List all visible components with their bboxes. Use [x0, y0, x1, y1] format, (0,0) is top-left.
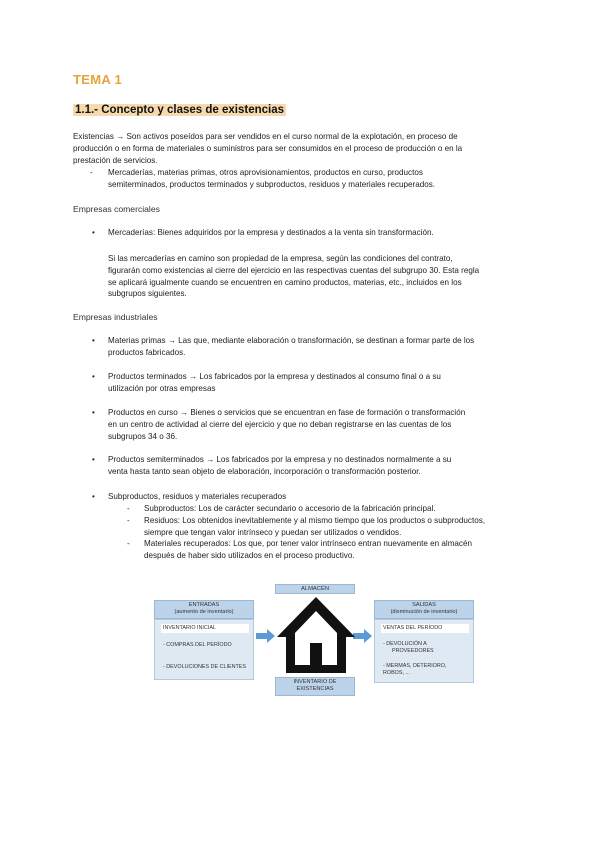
bullet-text: venta hasta tanto sean objeto de elaboración, incorporación o transformación posterior. — [108, 466, 421, 476]
intro-line: prestación de servicios. — [73, 155, 158, 165]
dash-text: Subproductos: Los de carácter secundario o accesorio de la fabricación principal. — [144, 504, 436, 513]
bullet-text: Productos terminados → Los fabricados por la empresa y destinados al consumo final o a su — [108, 372, 441, 381]
intro-paragraph — [73, 131, 543, 166]
dash-text: Materiales recuperados: Los que, por tener valor intrínseco entran nuevamente en almacén — [144, 539, 472, 549]
dash-text: siempre que tengan valor intrínseco y puedan ser utilizados o vendidos. — [144, 527, 402, 537]
arrow-right-icon — [256, 629, 276, 643]
inventory-diagram — [150, 582, 480, 702]
para-line: figurarán como existencias al cierre del ejercicio en las respectivas cuentas del subgrupo 30. Esta regla — [108, 265, 480, 275]
dash-line: semiterminados, productos terminados y subproductos, residuos y materiales recuperados. — [108, 179, 436, 189]
bullet-text: productos fabricados. — [108, 347, 186, 357]
compras-item: - COMPRAS DEL PERÍODO — [161, 641, 249, 650]
bullet-dot: • — [92, 492, 95, 501]
para-line: se aplicará igualmente cuando se encuentren en camino productos, materias, etc., incluidos en los — [108, 277, 462, 287]
dash-marker: - — [90, 168, 93, 177]
entradas-panel — [154, 619, 254, 680]
bullet-item — [92, 454, 538, 478]
dash-item — [127, 515, 544, 539]
bullet-item — [92, 335, 538, 359]
mermas-item — [381, 662, 469, 677]
dash-text: Residuos: Los obtenidos inevitablemente y al mismo tiempo que los productos o subproductos, — [144, 515, 486, 525]
bullet-text: subgrupos 34 o 36. — [108, 431, 178, 441]
almacen-label: ALMACÉN — [275, 584, 355, 594]
bullet-text: en un centro de actividad al cierre del ejercicio y que no deban registrarse en las cuentas de los — [108, 419, 452, 429]
sub-dash-list — [127, 503, 544, 562]
bullet-text: Subproductos, residuos y materiales recuperados — [108, 492, 287, 501]
industriales-heading: Empresas industriales — [73, 312, 158, 322]
item-line: - MERMAS, DETERIORO, — [383, 663, 447, 669]
bullet-item — [92, 407, 538, 442]
entradas-header — [154, 600, 254, 619]
para-line: subgrupos siguientes. — [108, 289, 187, 299]
comerciales-heading: Empresas comerciales — [73, 204, 160, 214]
item-line: - DEVOLUCIÓN A — [383, 641, 427, 647]
dash-marker: - — [127, 504, 130, 513]
bullet-item — [92, 227, 538, 239]
para-line: Si las mercaderías en camino son propiedad de la empresa, según las condiciones del contrato, — [108, 254, 453, 263]
bullet-dot: • — [92, 336, 95, 345]
salidas-panel — [374, 619, 474, 683]
dash-item — [127, 538, 544, 562]
bullet-dot: • — [92, 372, 95, 381]
entradas-title: ENTRADAS — [188, 602, 220, 608]
section-heading: 1.1.- Concepto y clases de existencias — [75, 104, 285, 116]
bullet-dot: • — [92, 408, 95, 417]
dash-text: después de haber sido utilizados en el proceso productivo. — [144, 551, 355, 561]
bullet-text: Productos en curso → Bienes o servicios que se encuentran en fase de formación o transformación — [108, 408, 466, 417]
devoluciones-clientes-item: - DEVOLUCIONES DE CLIENTES — [161, 663, 249, 672]
bullet-dot: • — [92, 228, 95, 237]
bullet-text: Productos semiterminados → Los fabricados por la empresa y no destinados normalmente a su — [108, 455, 452, 464]
devolucion-proveedores-item — [381, 640, 469, 655]
intro-line: Existencias → Son activos poseídos para ser vendidos en el curso normal de la explotación, en proceso de — [73, 132, 458, 141]
dash-marker: - — [127, 539, 130, 549]
intro-dash-item — [90, 167, 528, 191]
intro-line: producción o en forma de materiales o suministros para ser consumidos en el proceso de producción o en la — [73, 143, 463, 153]
dash-line: Mercaderías, materias primas, otros aprovisionamientos, productos en curso, productos — [108, 168, 423, 177]
item-line: PROVEEDORES — [392, 647, 434, 654]
label-line: EXISTENCIAS — [296, 686, 334, 692]
salidas-subtitle: (disminución de inventario) — [390, 609, 458, 615]
bullet-dot: • — [92, 455, 95, 464]
bullet-item — [92, 491, 538, 503]
bullet-item — [92, 371, 538, 395]
bullet-text: utilización por otras empresas — [108, 383, 216, 393]
entradas-subtitle: (aumento de inventario) — [174, 609, 234, 615]
salidas-header — [374, 600, 474, 619]
item-line: ROBOS, ... — [383, 669, 410, 676]
bullet-text: Mercaderías: Bienes adquiridos por la empresa y destinados a la venta sin transformación. — [108, 228, 434, 237]
warehouse-house-icon — [275, 595, 357, 675]
comerciales-paragraph — [108, 253, 538, 300]
dash-item — [127, 503, 544, 515]
bullet-text: Materias primas → Las que, mediante elaboración o transformación, se destinan a formar parte de los — [108, 336, 475, 345]
inventario-inicial: INVENTARIO INICIAL — [161, 624, 249, 633]
dash-marker: - — [127, 515, 130, 525]
label-line: INVENTARIO DE — [293, 679, 337, 685]
inventario-existencias-label — [275, 677, 355, 696]
salidas-title: SALIDAS — [412, 602, 436, 608]
page-title: TEMA 1 — [73, 72, 122, 87]
ventas-item: VENTAS DEL PERÍODO — [381, 624, 469, 633]
